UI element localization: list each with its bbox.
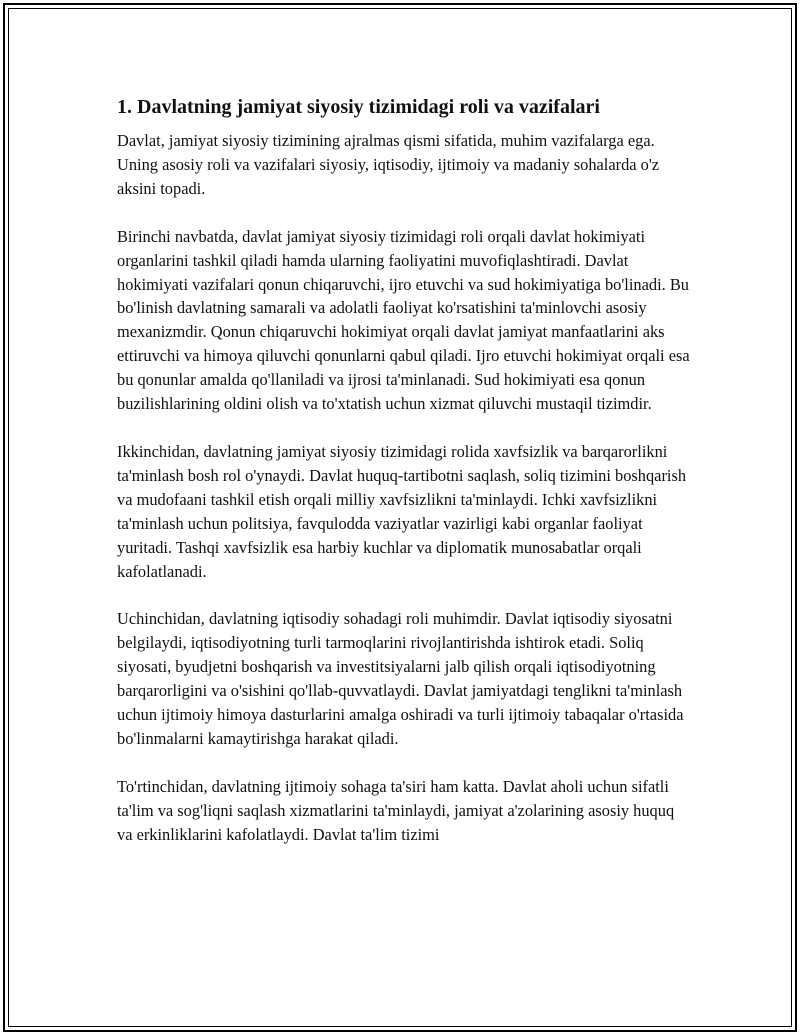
- document-title: 1. Davlatning jamiyat siyosiy tizimidagi roli va vazifalari: [117, 96, 600, 118]
- paragraph-second: Ikkinchidan, davlatning jamiyat siyosiy tizimidagi rolida xavfsizlik va barqarorlikni ta'minlash bosh rol o'ynaydi. Davlat huquq-tartibotni saqlash, soliq tizimini boshqarish va mudofaani tashkil etish orqali milliy xavfsizlikni ta'minlaydi. Ichki xavfsizlikni ta'minlash uchun politsiya, favqulodda vaziyatlar vazirligi kabi organlar faoliyat yuritadi. Tashqi xavfsizlik esa harbiy kuchlar va diplomatik munosabatlar orqali kafolatlanadi.: [117, 441, 687, 581]
- paragraph-first: Birinchi navbatda, davlat jamiyat siyosiy tizimidagi roli orqali davlat hokimiyati organlarini tashkil qiladi hamda ularning faoliyatini muvofiqlashtiradi. Davlat hokimiyati vazifalari qonun chiqaruvchi, ijro etuvchi va sud hokimiyatiga bo'linadi. Bu bo'linish davlatning samarali va adolatli faoliyat ko'rsatishini ta'minlovchi asosiy mexanizmdir. Qonun chiqaruvchi hokimiyat orqali davlat jamiyat manfaatlarini aks ettiruvchi va himoya qiluvchi qonunlarni qabul qiladi. Ijro etuvchi hokimiyat orqali esa bu qonunlar amalda qo'llaniladi va ijrosi ta'minlanadi. Sud hokimiyati esa qonun buzilishlarining oldini olish va to'xtatish uchun xizmat qiluvchi mustaqil tizimdir.: [117, 226, 690, 414]
- paragraph-third: Uchinchidan, davlatning iqtisodiy sohadagi roli muhimdir. Davlat iqtisodiy siyosatni belgilaydi, iqtisodiyotning turli tarmoqlarini rivojlantirishda ishtirok etadi. Soliq siyosati, byudjetni boshqarish va investitsiyalarni jalb qilish orqali iqtisodiyotning barqarorligini va o'sishini qo'llab-quvvatlaydi. Davlat jamiyatdagi tenglikni ta'minlash uchun ijtimoiy himoya dasturlarini amalga oshiradi va turli ijtimoiy tabaqalar o'rtasida bo'linmalarni kamaytirishga harakat qiladi.: [117, 609, 684, 748]
- document-body: [117, 94, 692, 871]
- paragraph-intro: Davlat, jamiyat siyosiy tizimining ajralmas qismi sifatida, muhim vazifalarga ega. Uning asosiy roli va vazifalari siyosiy, iqtisodiy, ijtimoiy va madaniy sohalarda o'z aksini topadi.: [117, 131, 660, 198]
- paragraph-fourth: To'rtinchidan, davlatning ijtimoiy sohaga ta'siri ham katta. Davlat aholi uchun sifatli ta'lim va sog'liqni saqlash xizmatlarini ta'minlaydi, jamiyat a'zolarining asosiy huquq va erkinliklarini kafolatlaydi. Davlat ta'lim tizimi: [117, 776, 675, 844]
